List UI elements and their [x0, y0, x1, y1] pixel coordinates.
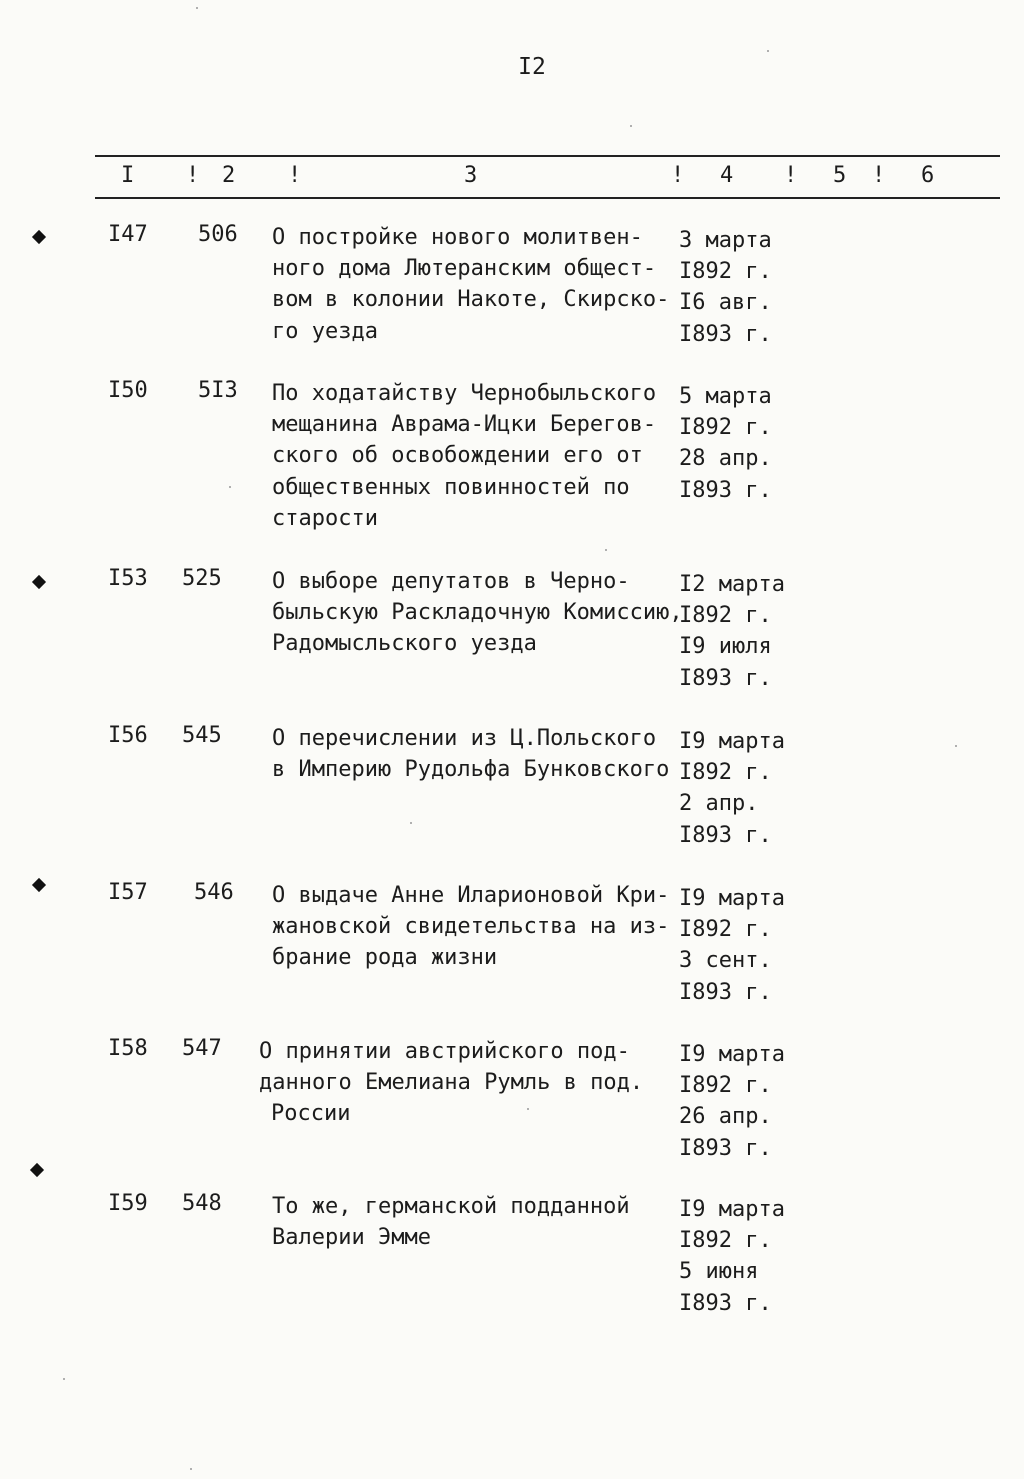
header-rule-bottom — [95, 197, 1000, 199]
row-dates — [679, 225, 772, 350]
description-line: О принятии австрийского под- — [259, 1039, 630, 1064]
header-col-6: 6 — [921, 163, 935, 188]
description-line: общественных повинностей по — [272, 474, 630, 500]
date-line: 3 сент. — [679, 948, 772, 974]
date-line: 2 апр. — [679, 791, 759, 817]
header-sep-5: ! — [872, 163, 886, 188]
row-dates — [679, 726, 785, 851]
scan-speck — [955, 745, 957, 747]
description-line: Радомысльского уезда — [272, 631, 537, 657]
row-number: I57 — [108, 880, 148, 905]
header-sep-1: ! — [186, 163, 200, 188]
description-line: старости — [272, 505, 378, 531]
date-line: I892 г. — [679, 259, 772, 285]
date-line: 5 июня — [679, 1259, 759, 1285]
row-description — [272, 723, 669, 785]
description-line: ского об освобождении его от — [272, 443, 643, 469]
description-line: мещанина Аврама-Ицки Берегов- — [272, 412, 657, 438]
date-line: I9 марта — [679, 729, 785, 754]
margin-mark — [32, 230, 46, 244]
row-dates — [679, 381, 772, 506]
scan-speck — [190, 1468, 192, 1470]
date-line: I893 г. — [679, 1135, 772, 1161]
header-col-5: 5 — [833, 163, 847, 188]
description-line: России — [271, 1101, 351, 1127]
scan-speck — [527, 1108, 529, 1110]
row-description — [272, 222, 669, 347]
scan-speck — [605, 549, 607, 551]
row-number: I59 — [108, 1191, 148, 1216]
date-line: I892 г. — [679, 1228, 772, 1254]
row-dates — [679, 883, 785, 1008]
date-line: I6 авг. — [679, 290, 772, 316]
description-line: О выборе депутатов в Черно- — [272, 569, 630, 594]
row-description — [272, 1191, 630, 1253]
date-line: I893 г. — [679, 822, 772, 848]
date-line: I893 г. — [679, 665, 772, 691]
row-dates — [679, 1039, 785, 1164]
date-line: I893 г. — [679, 979, 772, 1005]
description-line: го уезда — [272, 318, 378, 344]
scan-speck — [410, 822, 412, 824]
description-line: О выдаче Анне Иларионовой Кри- — [272, 883, 670, 908]
margin-mark — [32, 878, 46, 892]
header-sep-4: ! — [784, 163, 798, 188]
date-line: 3 марта — [679, 228, 772, 253]
description-line: брание рода жизни — [272, 945, 498, 971]
header-col-4: 4 — [720, 163, 734, 188]
date-line: I9 марта — [679, 886, 785, 911]
description-line: вом в колонии Накоте, Скирско- — [272, 287, 670, 313]
date-line: I892 г. — [679, 1073, 772, 1099]
date-line: 28 апр. — [679, 446, 772, 472]
description-line: быльскую Раскладочную Комиссию, — [272, 600, 683, 626]
file-number: 546 — [194, 880, 234, 905]
header-rule-top — [95, 155, 1000, 157]
date-line: I893 г. — [679, 321, 772, 347]
header-sep-3: ! — [671, 163, 685, 188]
row-dates — [679, 1194, 785, 1319]
date-line: 5 марта — [679, 384, 772, 409]
scan-speck — [196, 7, 198, 9]
description-line: данного Емелиана Румль в под. — [259, 1070, 644, 1096]
row-number: I50 — [108, 378, 148, 403]
description-line: О перечислении из Ц.Польского — [272, 726, 657, 751]
date-line: I2 марта — [679, 572, 785, 597]
scan-speck — [229, 486, 231, 488]
margin-mark — [32, 575, 46, 589]
date-line: I893 г. — [679, 477, 772, 503]
file-number: 545 — [182, 723, 222, 748]
description-line: О постройке нового молитвен- — [272, 225, 643, 250]
date-line: 26 апр. — [679, 1104, 772, 1130]
header-col-2: 2 — [222, 163, 236, 188]
date-line: I893 г. — [679, 1290, 772, 1316]
row-number: I56 — [108, 723, 148, 748]
row-number: I47 — [108, 222, 148, 247]
file-number: 548 — [182, 1191, 222, 1216]
page-number: I2 — [518, 54, 546, 80]
row-number: I53 — [108, 566, 148, 591]
date-line: I9 марта — [679, 1042, 785, 1067]
file-number: 5I3 — [198, 378, 238, 403]
scan-speck — [767, 50, 769, 52]
row-number: I58 — [108, 1036, 148, 1061]
date-line: I892 г. — [679, 603, 772, 629]
description-line: То же, германской подданной — [272, 1194, 630, 1219]
margin-mark — [30, 1163, 44, 1177]
row-description — [272, 880, 669, 974]
description-line: ного дома Лютеранским общест- — [272, 256, 657, 282]
date-line: I892 г. — [679, 415, 772, 441]
scan-speck — [63, 1378, 65, 1380]
header-sep-2: ! — [288, 163, 302, 188]
date-line: I9 марта — [679, 1197, 785, 1222]
file-number: 506 — [198, 222, 238, 247]
header-col-1: I — [121, 163, 135, 188]
row-description — [272, 378, 656, 534]
description-line: По ходатайству Чернобыльского — [272, 381, 657, 406]
description-line: в Империю Рудольфа Бунковского — [272, 757, 670, 783]
header-col-3: 3 — [464, 163, 478, 188]
file-number: 525 — [182, 566, 222, 591]
date-line: I9 июля — [679, 634, 772, 660]
file-number: 547 — [182, 1036, 222, 1061]
date-line: I892 г. — [679, 917, 772, 943]
row-dates — [679, 569, 785, 694]
description-line: Валерии Эмме — [272, 1225, 431, 1251]
description-line: жановской свидетельства на из- — [272, 914, 670, 940]
scan-speck — [630, 125, 632, 127]
date-line: I892 г. — [679, 760, 772, 786]
row-description — [259, 1036, 643, 1130]
row-description — [272, 566, 683, 660]
